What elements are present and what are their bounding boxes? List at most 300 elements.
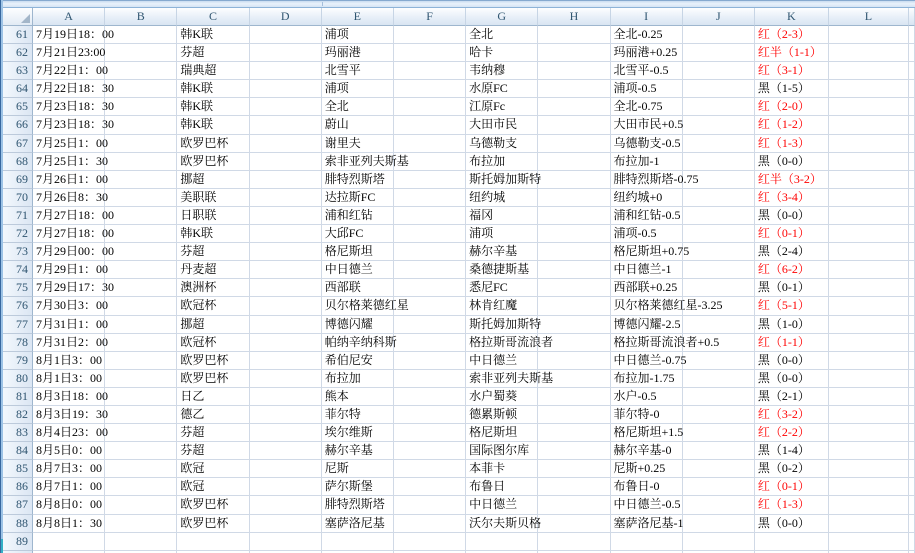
cell-l[interactable] xyxy=(829,189,909,207)
cell-k[interactable]: 红（3-4） xyxy=(755,189,829,207)
column-header-f[interactable]: F xyxy=(394,8,466,26)
cell-h[interactable] xyxy=(538,98,610,116)
cell-i[interactable]: 赫尔辛基-0 xyxy=(611,442,683,460)
cell-i[interactable]: 尼斯+0.25 xyxy=(611,460,683,478)
cell-i[interactable]: 乌德勒支-0.5 xyxy=(611,135,683,153)
cell-l[interactable] xyxy=(829,225,909,243)
cell-i[interactable]: 全北-0.75 xyxy=(611,98,683,116)
cell-a[interactable]: 7月26日8：30 xyxy=(33,189,105,207)
cell-g[interactable]: 斯托姆加斯特 xyxy=(466,316,538,334)
cell-b[interactable] xyxy=(105,225,177,243)
cell-h[interactable] xyxy=(538,243,610,261)
cell-i[interactable]: 纽约城+0 xyxy=(611,189,683,207)
cell-e[interactable]: 中日德兰 xyxy=(322,261,394,279)
row-header[interactable]: 79 xyxy=(3,352,33,370)
cell-e[interactable]: 玛丽港 xyxy=(322,44,394,62)
cell-g[interactable]: 林肯红魔 xyxy=(466,297,538,315)
cell-a[interactable]: 7月26日1：00 xyxy=(33,171,105,189)
cell-d[interactable] xyxy=(250,496,322,514)
row-header[interactable]: 68 xyxy=(3,153,33,171)
cell-a[interactable]: 7月19日18：00 xyxy=(33,26,105,44)
cell-b[interactable] xyxy=(105,171,177,189)
cell-g[interactable]: 韦纳穆 xyxy=(466,62,538,80)
cell-h[interactable] xyxy=(538,316,610,334)
cell-c[interactable]: 韩K联 xyxy=(177,98,249,116)
cell-a[interactable]: 8月3日18：00 xyxy=(33,388,105,406)
cell-e[interactable]: 格尼斯坦 xyxy=(322,243,394,261)
cell-e[interactable]: 索非亚列夫斯基 xyxy=(322,153,394,171)
cell-j[interactable] xyxy=(683,153,755,171)
cell-h[interactable] xyxy=(538,225,610,243)
row-header[interactable]: 66 xyxy=(3,116,33,134)
row-header[interactable]: 64 xyxy=(3,80,33,98)
cell-h[interactable] xyxy=(538,116,610,134)
cell-i[interactable]: 布鲁日-0 xyxy=(611,478,683,496)
cell-g[interactable]: 乌德勒支 xyxy=(466,135,538,153)
cell-h[interactable] xyxy=(538,334,610,352)
cell-k[interactable]: 黑（0-1） xyxy=(755,279,829,297)
column-header-b[interactable]: B xyxy=(105,8,177,26)
cell-j[interactable] xyxy=(683,424,755,442)
cell-a[interactable]: 8月3日19：30 xyxy=(33,406,105,424)
cell-b[interactable] xyxy=(105,243,177,261)
cell-k[interactable]: 黑（2-4） xyxy=(755,243,829,261)
cell-g[interactable]: 大田市民 xyxy=(466,116,538,134)
cell-d[interactable] xyxy=(250,171,322,189)
cell-k[interactable]: 红（1-3） xyxy=(755,135,829,153)
cell-b[interactable] xyxy=(105,44,177,62)
cell-a[interactable]: 7月31日1：00 xyxy=(33,316,105,334)
cell-b[interactable] xyxy=(105,515,177,533)
cell-j[interactable] xyxy=(683,515,755,533)
cell-k[interactable]: 红半（1-1） xyxy=(755,44,829,62)
cell-h[interactable] xyxy=(538,171,610,189)
cell-f[interactable] xyxy=(394,334,466,352)
cell-a[interactable]: 7月27日18：00 xyxy=(33,225,105,243)
cell-e[interactable]: 萨尔斯堡 xyxy=(322,478,394,496)
cell-d[interactable] xyxy=(250,153,322,171)
cell-c[interactable]: 欧冠杯 xyxy=(177,334,249,352)
row-header[interactable]: 67 xyxy=(3,135,33,153)
cell-b[interactable] xyxy=(105,406,177,424)
cell-e[interactable]: 谢里夫 xyxy=(322,135,394,153)
cell-h[interactable] xyxy=(538,26,610,44)
cell-c[interactable]: 欧罗巴杯 xyxy=(177,370,249,388)
row-header[interactable]: 77 xyxy=(3,316,33,334)
cell-a[interactable]: 7月23日18：30 xyxy=(33,116,105,134)
cell-i[interactable] xyxy=(611,533,683,551)
row-header[interactable]: 82 xyxy=(3,406,33,424)
row-header[interactable]: 71 xyxy=(3,207,33,225)
cell-k[interactable]: 红（6-2） xyxy=(755,261,829,279)
cell-d[interactable] xyxy=(250,515,322,533)
cell-c[interactable]: 挪超 xyxy=(177,171,249,189)
cell-f[interactable] xyxy=(394,135,466,153)
cell-i[interactable]: 格尼斯坦+1.5 xyxy=(611,424,683,442)
cell-d[interactable] xyxy=(250,116,322,134)
cell-g[interactable]: 水户蜀葵 xyxy=(466,388,538,406)
cell-l[interactable] xyxy=(829,442,909,460)
cell-f[interactable] xyxy=(394,44,466,62)
cell-d[interactable] xyxy=(250,279,322,297)
cell-b[interactable] xyxy=(105,496,177,514)
cell-e[interactable] xyxy=(322,533,394,551)
cell-g[interactable] xyxy=(466,533,538,551)
cell-c[interactable]: 欧罗巴杯 xyxy=(177,515,249,533)
cell-i[interactable]: 浦项-0.5 xyxy=(611,225,683,243)
cell-i[interactable]: 塞萨洛尼基-1 xyxy=(611,515,683,533)
cell-f[interactable] xyxy=(394,370,466,388)
column-header-l[interactable]: L xyxy=(829,8,909,26)
cell-d[interactable] xyxy=(250,370,322,388)
cell-e[interactable]: 腓特烈斯塔 xyxy=(322,171,394,189)
cell-b[interactable] xyxy=(105,352,177,370)
cell-h[interactable] xyxy=(538,442,610,460)
row-header[interactable]: 78 xyxy=(3,334,33,352)
row-header[interactable]: 65 xyxy=(3,98,33,116)
cell-d[interactable] xyxy=(250,189,322,207)
cell-d[interactable] xyxy=(250,261,322,279)
cell-h[interactable] xyxy=(538,424,610,442)
cell-k[interactable]: 红（2-3） xyxy=(755,26,829,44)
column-header-k[interactable]: K xyxy=(755,8,829,26)
cell-c[interactable]: 芬超 xyxy=(177,243,249,261)
cell-c[interactable]: 美职联 xyxy=(177,189,249,207)
cell-e[interactable]: 希伯尼安 xyxy=(322,352,394,370)
cell-k[interactable]: 红（0-1） xyxy=(755,478,829,496)
cell-l[interactable] xyxy=(829,116,909,134)
cell-e[interactable]: 全北 xyxy=(322,98,394,116)
cell-k[interactable]: 黑（0-0） xyxy=(755,515,829,533)
row-header[interactable]: 75 xyxy=(3,279,33,297)
cell-b[interactable] xyxy=(105,116,177,134)
cell-f[interactable] xyxy=(394,62,466,80)
row-header[interactable]: 74 xyxy=(3,261,33,279)
cell-d[interactable] xyxy=(250,442,322,460)
cell-b[interactable] xyxy=(105,261,177,279)
cell-e[interactable]: 浦和红钻 xyxy=(322,207,394,225)
cell-l[interactable] xyxy=(829,424,909,442)
cell-f[interactable] xyxy=(394,388,466,406)
cell-f[interactable] xyxy=(394,442,466,460)
cell-i[interactable]: 中日德兰-0.75 xyxy=(611,352,683,370)
cell-k[interactable]: 黑（0-0） xyxy=(755,352,829,370)
cell-b[interactable] xyxy=(105,297,177,315)
cell-c[interactable]: 日职联 xyxy=(177,207,249,225)
cell-d[interactable] xyxy=(250,478,322,496)
cell-a[interactable]: 7月30日3：00 xyxy=(33,297,105,315)
cell-l[interactable] xyxy=(829,533,909,551)
cell-d[interactable] xyxy=(250,80,322,98)
cell-f[interactable] xyxy=(394,515,466,533)
cell-b[interactable] xyxy=(105,388,177,406)
cell-e[interactable]: 菲尔特 xyxy=(322,406,394,424)
cell-i[interactable]: 西部联+0.25 xyxy=(611,279,683,297)
cell-a[interactable]: 8月8日1：30 xyxy=(33,515,105,533)
cell-k[interactable]: 黑（1-0） xyxy=(755,316,829,334)
select-all-corner[interactable] xyxy=(3,8,33,26)
cell-j[interactable] xyxy=(683,225,755,243)
cell-i[interactable]: 布拉加-1 xyxy=(611,153,683,171)
cell-d[interactable] xyxy=(250,388,322,406)
cell-g[interactable]: 全北 xyxy=(466,26,538,44)
cell-a[interactable]: 7月27日18：00 xyxy=(33,207,105,225)
cell-d[interactable] xyxy=(250,62,322,80)
cell-d[interactable] xyxy=(250,316,322,334)
cell-j[interactable] xyxy=(683,388,755,406)
cell-i[interactable]: 全北-0.25 xyxy=(611,26,683,44)
cell-l[interactable] xyxy=(829,406,909,424)
cell-d[interactable] xyxy=(250,207,322,225)
cell-d[interactable] xyxy=(250,460,322,478)
cell-c[interactable]: 芬超 xyxy=(177,424,249,442)
cell-d[interactable] xyxy=(250,424,322,442)
cell-c[interactable]: 芬超 xyxy=(177,442,249,460)
cell-d[interactable] xyxy=(250,297,322,315)
cell-f[interactable] xyxy=(394,261,466,279)
cell-c[interactable]: 欧罗巴杯 xyxy=(177,153,249,171)
row-header[interactable]: 72 xyxy=(3,225,33,243)
column-header-h[interactable]: H xyxy=(538,8,610,26)
cell-f[interactable] xyxy=(394,478,466,496)
cell-i[interactable]: 贝尔格莱德红星-3.25 xyxy=(611,297,683,315)
cell-i[interactable]: 博德闪耀-2.5 xyxy=(611,316,683,334)
cell-c[interactable]: 日乙 xyxy=(177,388,249,406)
column-header-i[interactable]: I xyxy=(611,8,683,26)
cell-b[interactable] xyxy=(105,478,177,496)
cell-h[interactable] xyxy=(538,406,610,424)
cell-f[interactable] xyxy=(394,424,466,442)
cell-j[interactable] xyxy=(683,352,755,370)
cell-f[interactable] xyxy=(394,171,466,189)
cell-j[interactable] xyxy=(683,406,755,424)
cell-h[interactable] xyxy=(538,261,610,279)
row-header[interactable]: 84 xyxy=(3,442,33,460)
cell-e[interactable]: 博德闪耀 xyxy=(322,316,394,334)
cell-c[interactable]: 韩K联 xyxy=(177,26,249,44)
cell-a[interactable]: 7月31日2：00 xyxy=(33,334,105,352)
cell-h[interactable] xyxy=(538,189,610,207)
cell-c[interactable]: 韩K联 xyxy=(177,116,249,134)
cell-d[interactable] xyxy=(250,98,322,116)
cell-k[interactable]: 红（3-1） xyxy=(755,62,829,80)
cell-a[interactable]: 8月7日1：00 xyxy=(33,478,105,496)
cell-f[interactable] xyxy=(394,406,466,424)
cell-h[interactable] xyxy=(538,496,610,514)
cell-k[interactable]: 红（1-2） xyxy=(755,116,829,134)
cell-a[interactable]: 7月22日18：30 xyxy=(33,80,105,98)
cell-f[interactable] xyxy=(394,153,466,171)
row-header[interactable]: 62 xyxy=(3,44,33,62)
cell-j[interactable] xyxy=(683,98,755,116)
cell-e[interactable]: 熊本 xyxy=(322,388,394,406)
cell-e[interactable]: 布拉加 xyxy=(322,370,394,388)
cell-g[interactable]: 本菲卡 xyxy=(466,460,538,478)
cell-g[interactable]: 纽约城 xyxy=(466,189,538,207)
cell-b[interactable] xyxy=(105,279,177,297)
row-header[interactable]: 70 xyxy=(3,189,33,207)
cell-g[interactable]: 格尼斯坦 xyxy=(466,424,538,442)
cell-f[interactable] xyxy=(394,207,466,225)
cell-j[interactable] xyxy=(683,334,755,352)
cell-c[interactable]: 欧罗巴杯 xyxy=(177,352,249,370)
row-header[interactable]: 86 xyxy=(3,478,33,496)
cell-h[interactable] xyxy=(538,153,610,171)
cell-l[interactable] xyxy=(829,98,909,116)
cell-h[interactable] xyxy=(538,533,610,551)
cell-i[interactable]: 大田市民+0.5 xyxy=(611,116,683,134)
cell-e[interactable]: 浦项 xyxy=(322,80,394,98)
cell-h[interactable] xyxy=(538,279,610,297)
cell-e[interactable]: 达拉斯FC xyxy=(322,189,394,207)
cell-f[interactable] xyxy=(394,297,466,315)
row-header[interactable]: 69 xyxy=(3,171,33,189)
cell-i[interactable]: 玛丽港+0.25 xyxy=(611,44,683,62)
cell-g[interactable]: 福冈 xyxy=(466,207,538,225)
cell-j[interactable] xyxy=(683,135,755,153)
cell-j[interactable] xyxy=(683,26,755,44)
cell-g[interactable]: 赫尔辛基 xyxy=(466,243,538,261)
cell-a[interactable]: 7月21日23:00 xyxy=(33,44,105,62)
cell-e[interactable]: 浦项 xyxy=(322,26,394,44)
cell-f[interactable] xyxy=(394,98,466,116)
cell-c[interactable]: 欧冠杯 xyxy=(177,297,249,315)
cell-e[interactable]: 赫尔辛基 xyxy=(322,442,394,460)
cell-b[interactable] xyxy=(105,135,177,153)
cell-a[interactable]: 7月29日17：30 xyxy=(33,279,105,297)
cell-e[interactable]: 西部联 xyxy=(322,279,394,297)
cell-a[interactable]: 8月4日23：00 xyxy=(33,424,105,442)
cell-g[interactable]: 德累斯顿 xyxy=(466,406,538,424)
cell-k[interactable] xyxy=(755,533,829,551)
cell-f[interactable] xyxy=(394,533,466,551)
cell-j[interactable] xyxy=(683,44,755,62)
cell-g[interactable]: 水原FC xyxy=(466,80,538,98)
cell-k[interactable]: 黑（0-0） xyxy=(755,370,829,388)
cell-l[interactable] xyxy=(829,80,909,98)
column-header-e[interactable]: E xyxy=(322,8,394,26)
cell-a[interactable]: 7月25日1：30 xyxy=(33,153,105,171)
cell-g[interactable]: 中日德兰 xyxy=(466,496,538,514)
cell-i[interactable]: 中日德兰-1 xyxy=(611,261,683,279)
column-header-a[interactable]: A xyxy=(33,8,105,26)
cell-c[interactable]: 瑞典超 xyxy=(177,62,249,80)
column-header-d[interactable]: D xyxy=(250,8,322,26)
cell-j[interactable] xyxy=(683,478,755,496)
row-header[interactable]: 83 xyxy=(3,424,33,442)
row-header[interactable]: 76 xyxy=(3,297,33,315)
cell-c[interactable]: 欧罗巴杯 xyxy=(177,135,249,153)
row-header[interactable]: 73 xyxy=(3,243,33,261)
cell-k[interactable]: 红（1-1） xyxy=(755,334,829,352)
cell-a[interactable]: 8月5日0：00 xyxy=(33,442,105,460)
cell-b[interactable] xyxy=(105,80,177,98)
cell-b[interactable] xyxy=(105,370,177,388)
cell-a[interactable]: 7月23日18：30 xyxy=(33,98,105,116)
cell-a[interactable]: 8月7日3：00 xyxy=(33,460,105,478)
cell-f[interactable] xyxy=(394,460,466,478)
column-header-c[interactable]: C xyxy=(177,8,249,26)
cell-k[interactable]: 红（2-0） xyxy=(755,98,829,116)
cell-i[interactable]: 格拉斯哥流浪者+0.5 xyxy=(611,334,683,352)
cell-k[interactable]: 红（0-1） xyxy=(755,225,829,243)
cell-c[interactable]: 韩K联 xyxy=(177,80,249,98)
cell-c[interactable]: 欧罗巴杯 xyxy=(177,496,249,514)
cell-j[interactable] xyxy=(683,297,755,315)
cell-l[interactable] xyxy=(829,207,909,225)
cell-f[interactable] xyxy=(394,116,466,134)
cell-a[interactable] xyxy=(33,533,105,551)
cell-e[interactable]: 贝尔格莱德红星 xyxy=(322,297,394,315)
cell-c[interactable]: 澳洲杯 xyxy=(177,279,249,297)
cell-k[interactable]: 黑（0-2） xyxy=(755,460,829,478)
cell-c[interactable]: 欧冠 xyxy=(177,460,249,478)
cell-e[interactable]: 蔚山 xyxy=(322,116,394,134)
cell-g[interactable]: 沃尔夫斯贝格 xyxy=(466,515,538,533)
cell-i[interactable]: 浦项-0.5 xyxy=(611,80,683,98)
cell-k[interactable]: 黑（1-4） xyxy=(755,442,829,460)
cell-j[interactable] xyxy=(683,533,755,551)
cell-l[interactable] xyxy=(829,153,909,171)
cell-j[interactable] xyxy=(683,171,755,189)
cell-j[interactable] xyxy=(683,442,755,460)
cell-f[interactable] xyxy=(394,352,466,370)
cell-a[interactable]: 7月29日00：00 xyxy=(33,243,105,261)
cell-l[interactable] xyxy=(829,316,909,334)
cell-l[interactable] xyxy=(829,279,909,297)
cell-j[interactable] xyxy=(683,243,755,261)
cell-a[interactable]: 7月29日1：00 xyxy=(33,261,105,279)
cell-g[interactable]: 浦项 xyxy=(466,225,538,243)
column-header-j[interactable]: J xyxy=(683,8,755,26)
cell-e[interactable]: 大邱FC xyxy=(322,225,394,243)
cell-b[interactable] xyxy=(105,207,177,225)
row-header[interactable]: 80 xyxy=(3,370,33,388)
cell-j[interactable] xyxy=(683,496,755,514)
cell-l[interactable] xyxy=(829,334,909,352)
cell-j[interactable] xyxy=(683,460,755,478)
cell-g[interactable]: 中日德兰 xyxy=(466,352,538,370)
cell-f[interactable] xyxy=(394,189,466,207)
cell-l[interactable] xyxy=(829,370,909,388)
cell-f[interactable] xyxy=(394,279,466,297)
cell-e[interactable]: 塞萨洛尼基 xyxy=(322,515,394,533)
cell-a[interactable]: 8月1日3：00 xyxy=(33,370,105,388)
cell-f[interactable] xyxy=(394,316,466,334)
cell-c[interactable]: 挪超 xyxy=(177,316,249,334)
cell-l[interactable] xyxy=(829,297,909,315)
cell-c[interactable]: 芬超 xyxy=(177,44,249,62)
cell-j[interactable] xyxy=(683,189,755,207)
cell-l[interactable] xyxy=(829,261,909,279)
cell-g[interactable]: 索非亚列夫斯基 xyxy=(466,370,538,388)
cell-l[interactable] xyxy=(829,352,909,370)
row-header[interactable]: 81 xyxy=(3,388,33,406)
cell-h[interactable] xyxy=(538,388,610,406)
cell-i[interactable]: 布拉加-1.75 xyxy=(611,370,683,388)
cell-c[interactable]: 丹麦超 xyxy=(177,261,249,279)
cell-e[interactable]: 腓特烈斯塔 xyxy=(322,496,394,514)
cell-d[interactable] xyxy=(250,225,322,243)
cell-h[interactable] xyxy=(538,370,610,388)
cell-f[interactable] xyxy=(394,225,466,243)
cell-c[interactable]: 欧冠 xyxy=(177,478,249,496)
cell-l[interactable] xyxy=(829,496,909,514)
cell-b[interactable] xyxy=(105,533,177,551)
cell-j[interactable] xyxy=(683,80,755,98)
cell-f[interactable] xyxy=(394,26,466,44)
cell-g[interactable]: 哈卡 xyxy=(466,44,538,62)
